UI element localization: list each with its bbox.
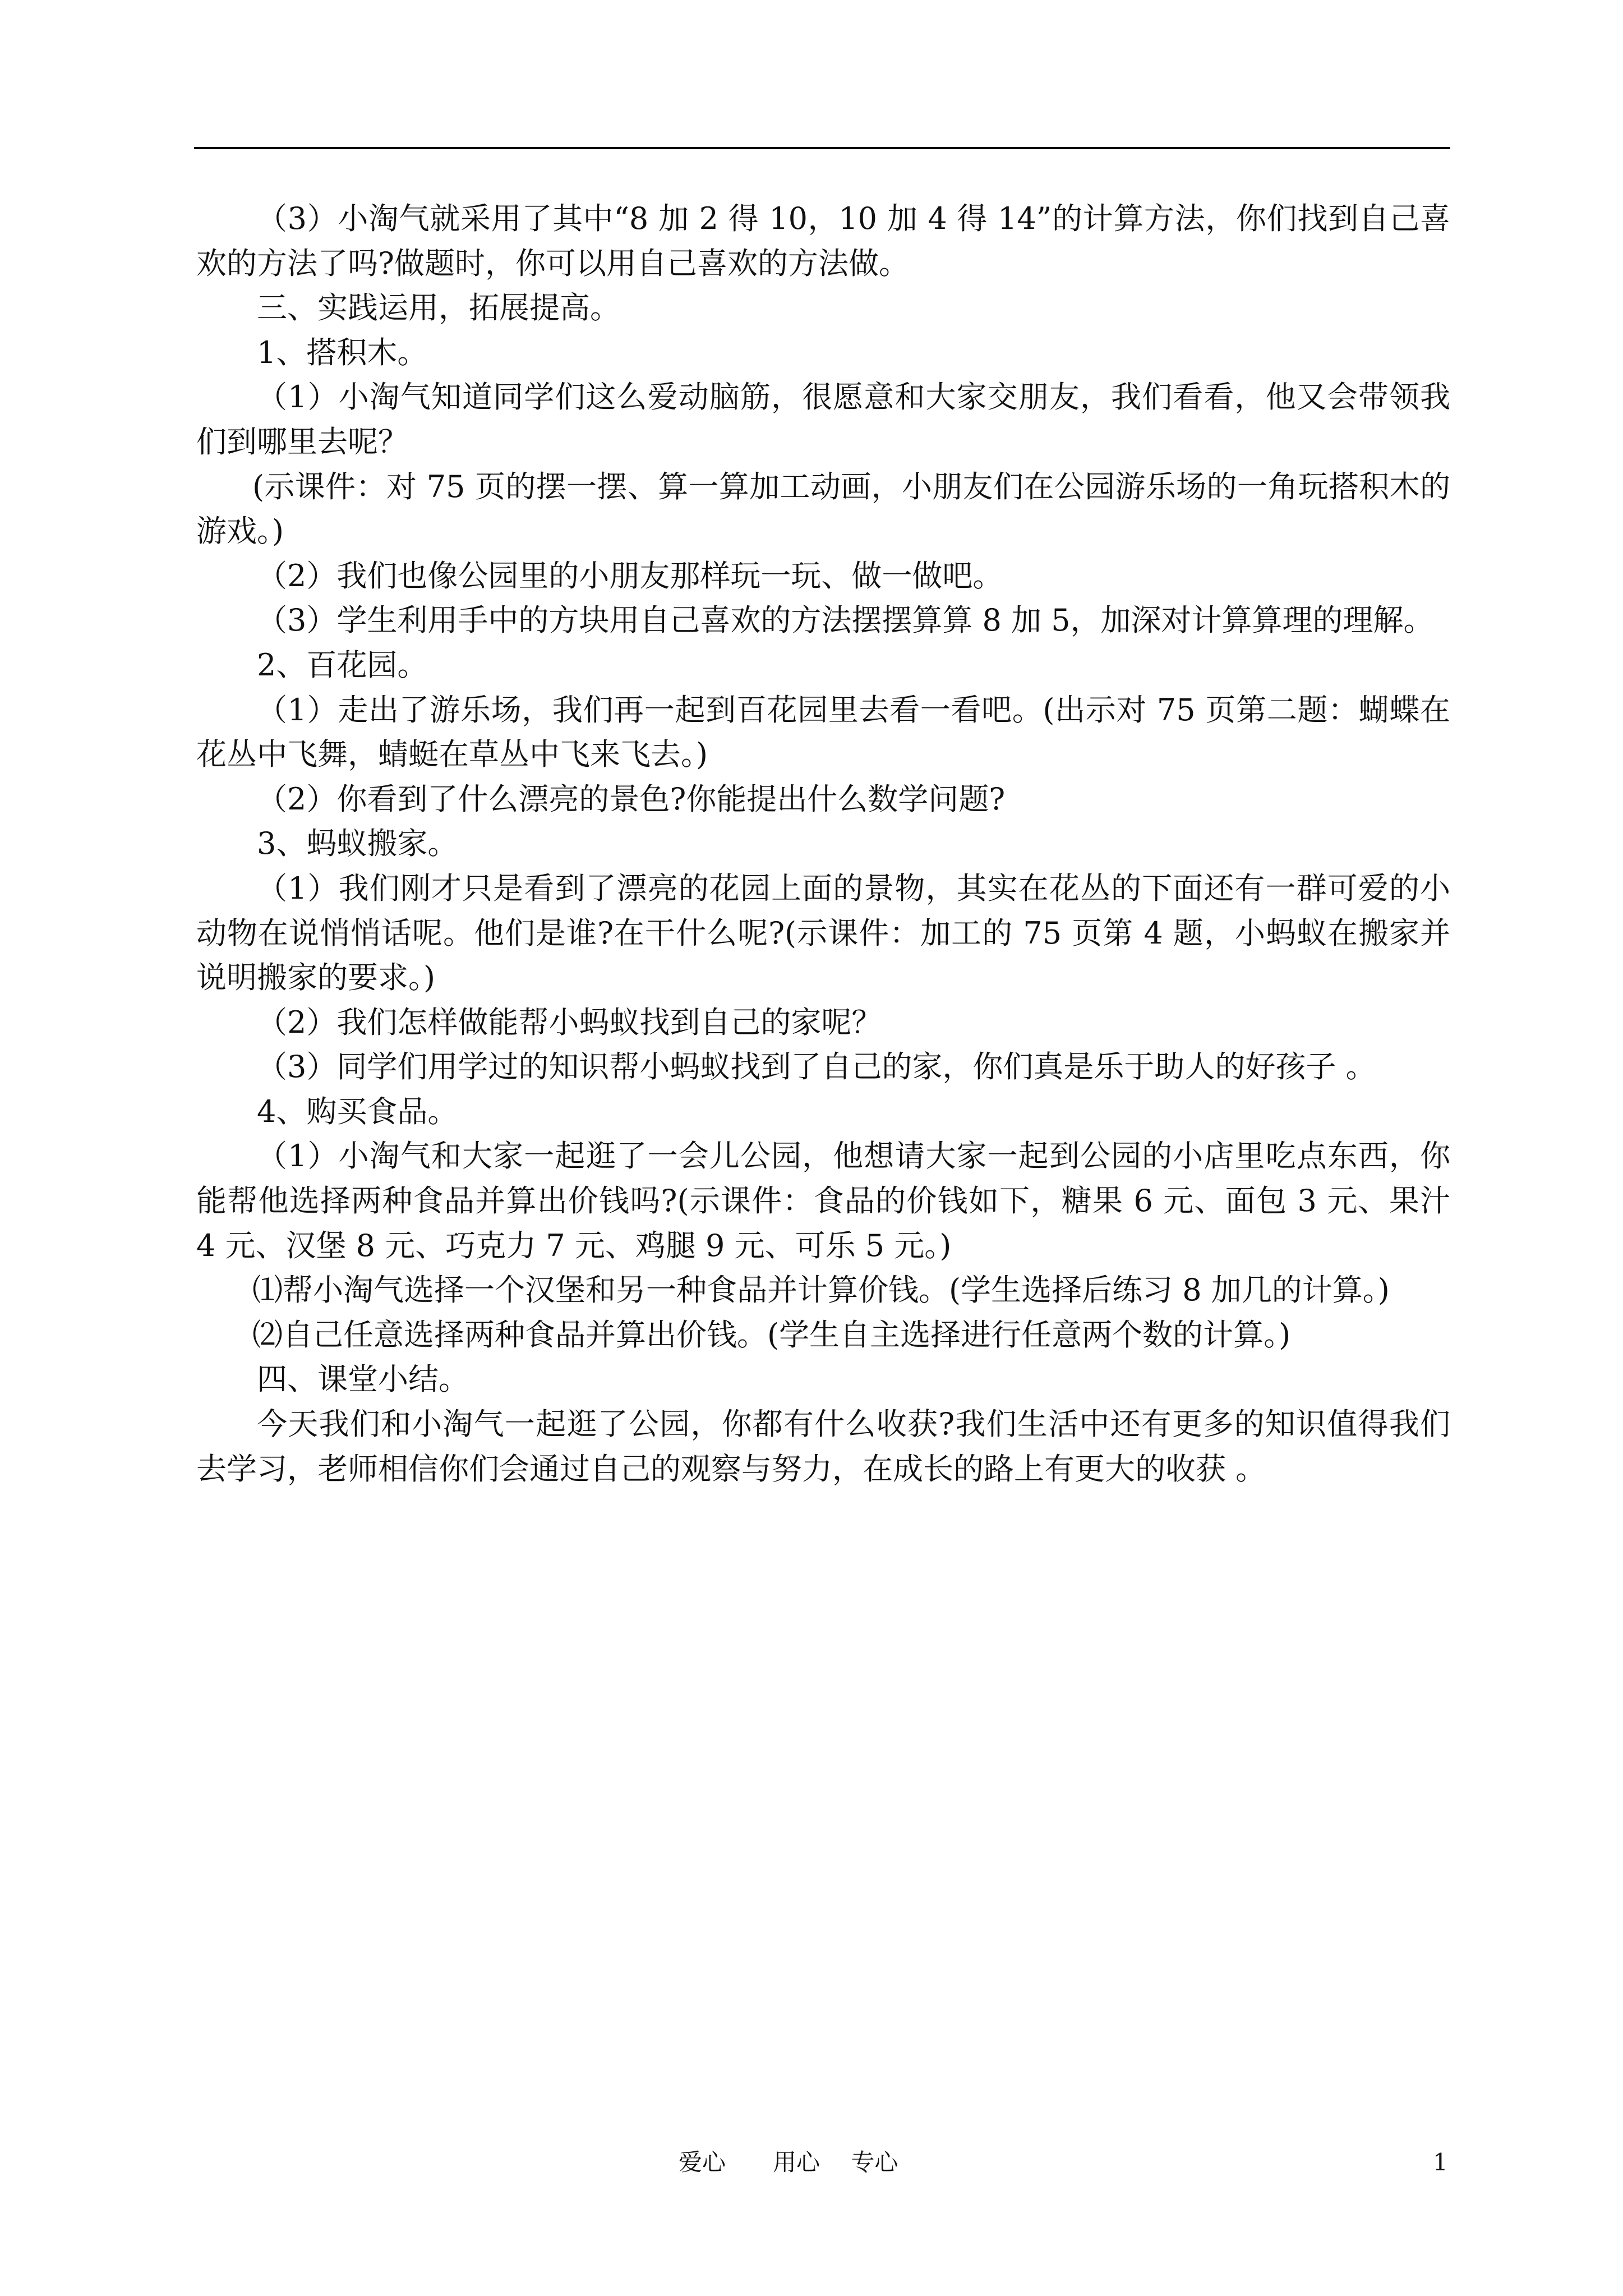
paragraph-ants-1: （1）我们刚才只是看到了漂亮的花园上面的景物，其实在花丛的下面还有一群可爱的小动物在说悄悄话呢。他们是谁?在干什么呢?(示课件：加工的 75 页第 4 题，小蚂蚁在搬家并说明搬家的要求。) xyxy=(196,870,1450,996)
paragraph-garden-2: （2）你看到了什么漂亮的景色?你能提出什么数学问题? xyxy=(257,781,1006,817)
paragraph-food-1: （1）小淘气和大家一起逛了一会儿公园，他想请大家一起到公园的小店里吃点东西，你能帮他选择两种食品并算出价钱吗?(示课件：食品的价钱如下，糖果 6 元、面包 3 元、果汁 4 元、汉堡 8 元、巧克力 7 元、鸡腿 9 元、可乐 5 元。) xyxy=(196,1138,1450,1263)
subheading-ant-moving: 3、蚂蚁搬家。 xyxy=(257,826,458,862)
footer-motto: 爱心 用心 专心 xyxy=(679,2148,898,2176)
paragraph-food-choice-1: ⑴帮小淘气选择一个汉堡和另一种食品并计算价钱。(学生选择后练习 8 加几的计算。) xyxy=(252,1272,1390,1308)
page-footer xyxy=(0,2143,1623,2182)
page-number: 1 xyxy=(1433,2148,1448,2176)
subheading-flower-garden: 2、百花园。 xyxy=(257,647,428,683)
document-body xyxy=(196,196,1450,1491)
paragraph-ants-2: （2）我们怎样做能帮小蚂蚁找到自己的家呢？ xyxy=(257,1004,882,1040)
subheading-buy-food: 4、购买食品。 xyxy=(257,1093,458,1129)
paragraph-ants-3: （3）同学们用学过的知识帮小蚂蚁找到了自己的家，你们真是乐于助人的好孩子 。 xyxy=(257,1049,1376,1085)
paragraph-summary: 今天我们和小淘气一起逛了公园，你都有什么收获?我们生活中还有更多的知识值得我们去学习，老师相信你们会通过自己的观察与努力，在成长的路上有更大的收获 。 xyxy=(196,1406,1450,1487)
paragraph-blocks-3: （3）学生利用手中的方块用自己喜欢的方法摆摆算算 8 加 5，加深对计算算理的理解。 xyxy=(257,602,1434,638)
paragraph-blocks-1: （1）小淘气知道同学们这么爱动脑筋，很愿意和大家交朋友，我们看看，他又会带领我们到哪里去呢？ xyxy=(196,379,1450,459)
paragraph-method-choice: （3）小淘气就采用了其中“8 加 2 得 10，10 加 4 得 14”的计算方法，你们找到自己喜欢的方法了吗?做题时，你可以用自己喜欢的方法做。 xyxy=(196,201,1450,281)
paragraph-food-choice-2: ⑵自己任意选择两种食品并算出价钱。(学生自主选择进行任意两个数的计算。) xyxy=(252,1317,1291,1352)
paragraph-garden-1: （1）走出了游乐场，我们再一起到百花园里去看一看吧。(出示对 75 页第二题：蝴蝶在花丛中飞舞，蜻蜓在草丛中飞来飞去。) xyxy=(196,692,1450,772)
header-rule xyxy=(194,147,1450,149)
paragraph-blocks-2: （2）我们也像公园里的小朋友那样玩一玩、做一做吧。 xyxy=(257,558,1003,593)
section-heading-practice: 三、实践运用，拓展提高。 xyxy=(257,290,620,326)
section-heading-summary: 四、课堂小结。 xyxy=(257,1361,469,1397)
paragraph-blocks-courseware: (示课件：对 75 页的摆一摆、算一算加工动画，小朋友们在公园游乐场的一角玩搭积木的游戏。) xyxy=(196,468,1450,549)
subheading-building-blocks: 1、搭积木。 xyxy=(257,334,428,370)
